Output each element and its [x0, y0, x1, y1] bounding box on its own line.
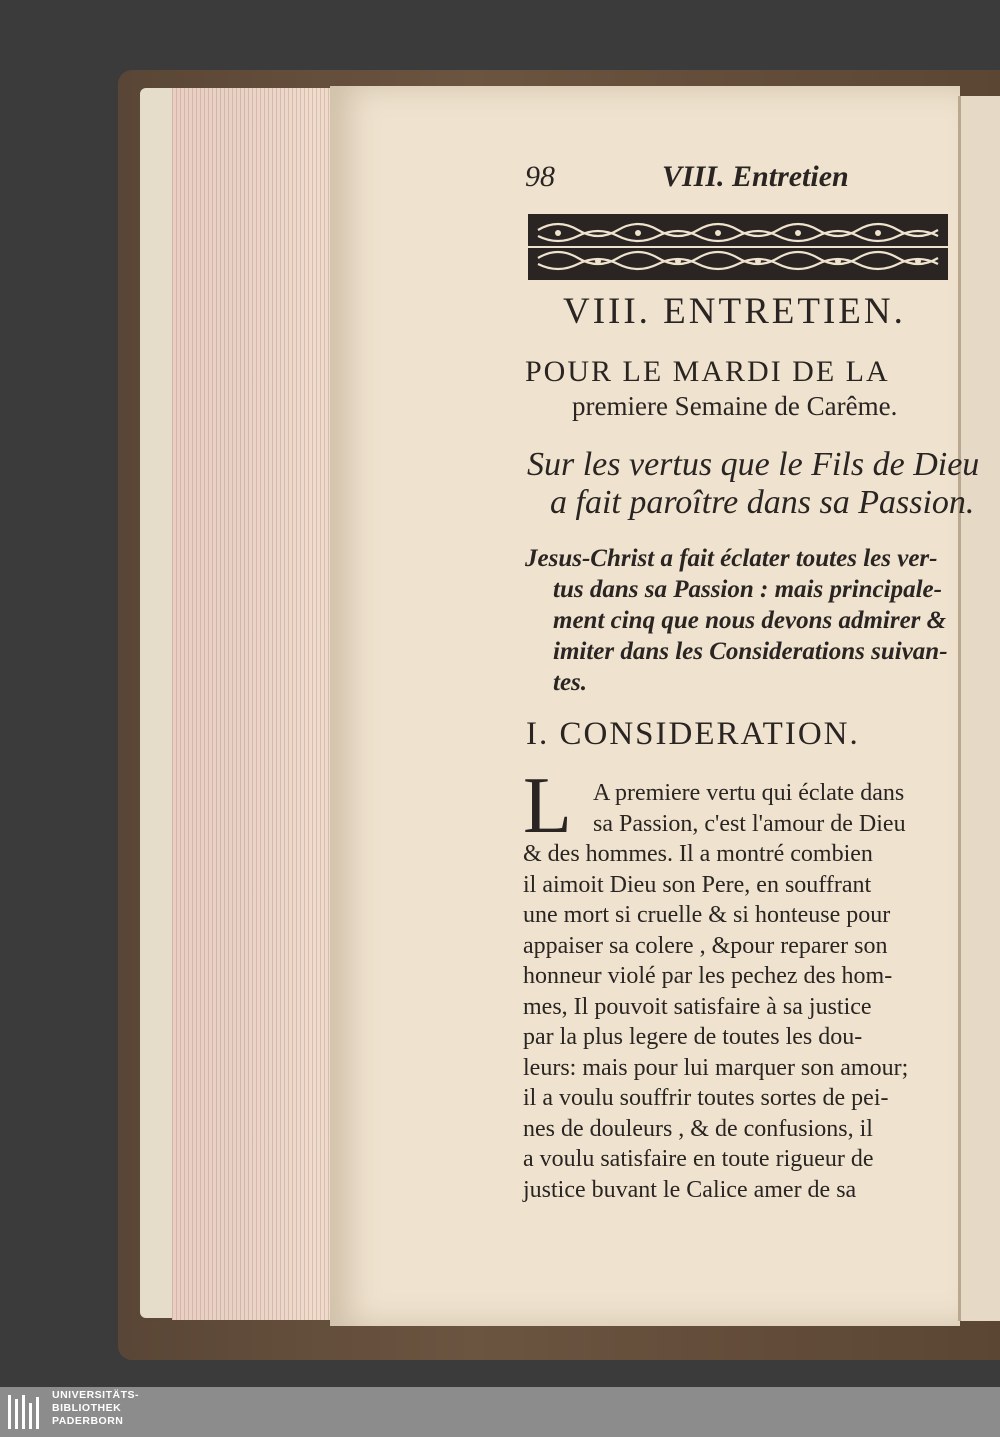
body-line: il aimoit Dieu son Pere, en souffrant — [523, 871, 872, 898]
library-footer — [0, 1387, 1000, 1437]
library-name-line: BIBLIOTHEK — [52, 1402, 122, 1414]
summary-line: tus dans sa Passion : mais principale- — [553, 576, 942, 603]
argument-line-2: a fait paroître dans sa Passion. — [550, 484, 975, 521]
summary-line: ment cinq que nous devons admirer & — [553, 607, 947, 634]
body-line: une mort si cruelle & si honteuse pour — [523, 902, 891, 928]
page-edge — [140, 88, 176, 1318]
library-name-line: PADERBORN — [52, 1415, 124, 1427]
library-name-line: UNIVERSITÄTS- — [52, 1389, 140, 1401]
subtitle-line-1: POUR LE MARDI DE LA — [525, 355, 890, 388]
body-line: a voulu satisfaire en toute rigueur de — [523, 1146, 874, 1172]
text-block-edges — [172, 88, 352, 1320]
drop-cap: L — [523, 762, 572, 850]
body-line: honneur violé par les pechez des hom- — [523, 963, 893, 989]
library-logo-icon — [6, 1391, 46, 1433]
body-paragraph — [523, 778, 953, 1205]
subtitle-line-2: premiere Semaine de Carême. — [572, 391, 898, 421]
body-line: appaiser sa colere , &pour reparer son — [523, 932, 888, 959]
body-line: & des hommes. Il a montré combien — [523, 841, 873, 867]
section-heading: I. CONSIDERATION. — [526, 716, 860, 752]
summary-line: imiter dans les Considerations suivan- — [553, 638, 948, 665]
chapter-title: VIII. ENTRETIEN. — [563, 291, 906, 332]
page-number: 98 — [525, 160, 555, 193]
running-title: VIII. Entretien — [662, 160, 849, 193]
body-line: par la plus legere de toutes les dou- — [523, 1024, 863, 1050]
summary-line: tes. — [553, 669, 588, 696]
body-line: sa Passion, c'est l'amour de Dieu — [593, 810, 906, 837]
ornament-band — [528, 214, 948, 280]
body-line: leurs: mais pour lui marquer son amour; — [523, 1054, 909, 1081]
body-line: justice buvant le Calice amer de sa — [523, 1176, 857, 1203]
summary-paragraph — [525, 543, 948, 698]
body-line: nes de douleurs , & de confusions, il — [523, 1115, 873, 1142]
body-line: mes, Il pouvoit satisfaire à sa justice — [523, 993, 872, 1020]
argument-line-1: Sur les vertus que le Fils de Dieu — [527, 446, 980, 483]
library-name — [52, 1389, 139, 1428]
facing-page-edge — [958, 96, 1000, 1321]
body-line: il a voulu souffrir toutes sortes de pei- — [523, 1085, 889, 1111]
summary-line: Jesus-Christ a fait éclater toutes les ver- — [525, 545, 938, 572]
body-line: A premiere vertu qui éclate dans — [593, 780, 905, 806]
